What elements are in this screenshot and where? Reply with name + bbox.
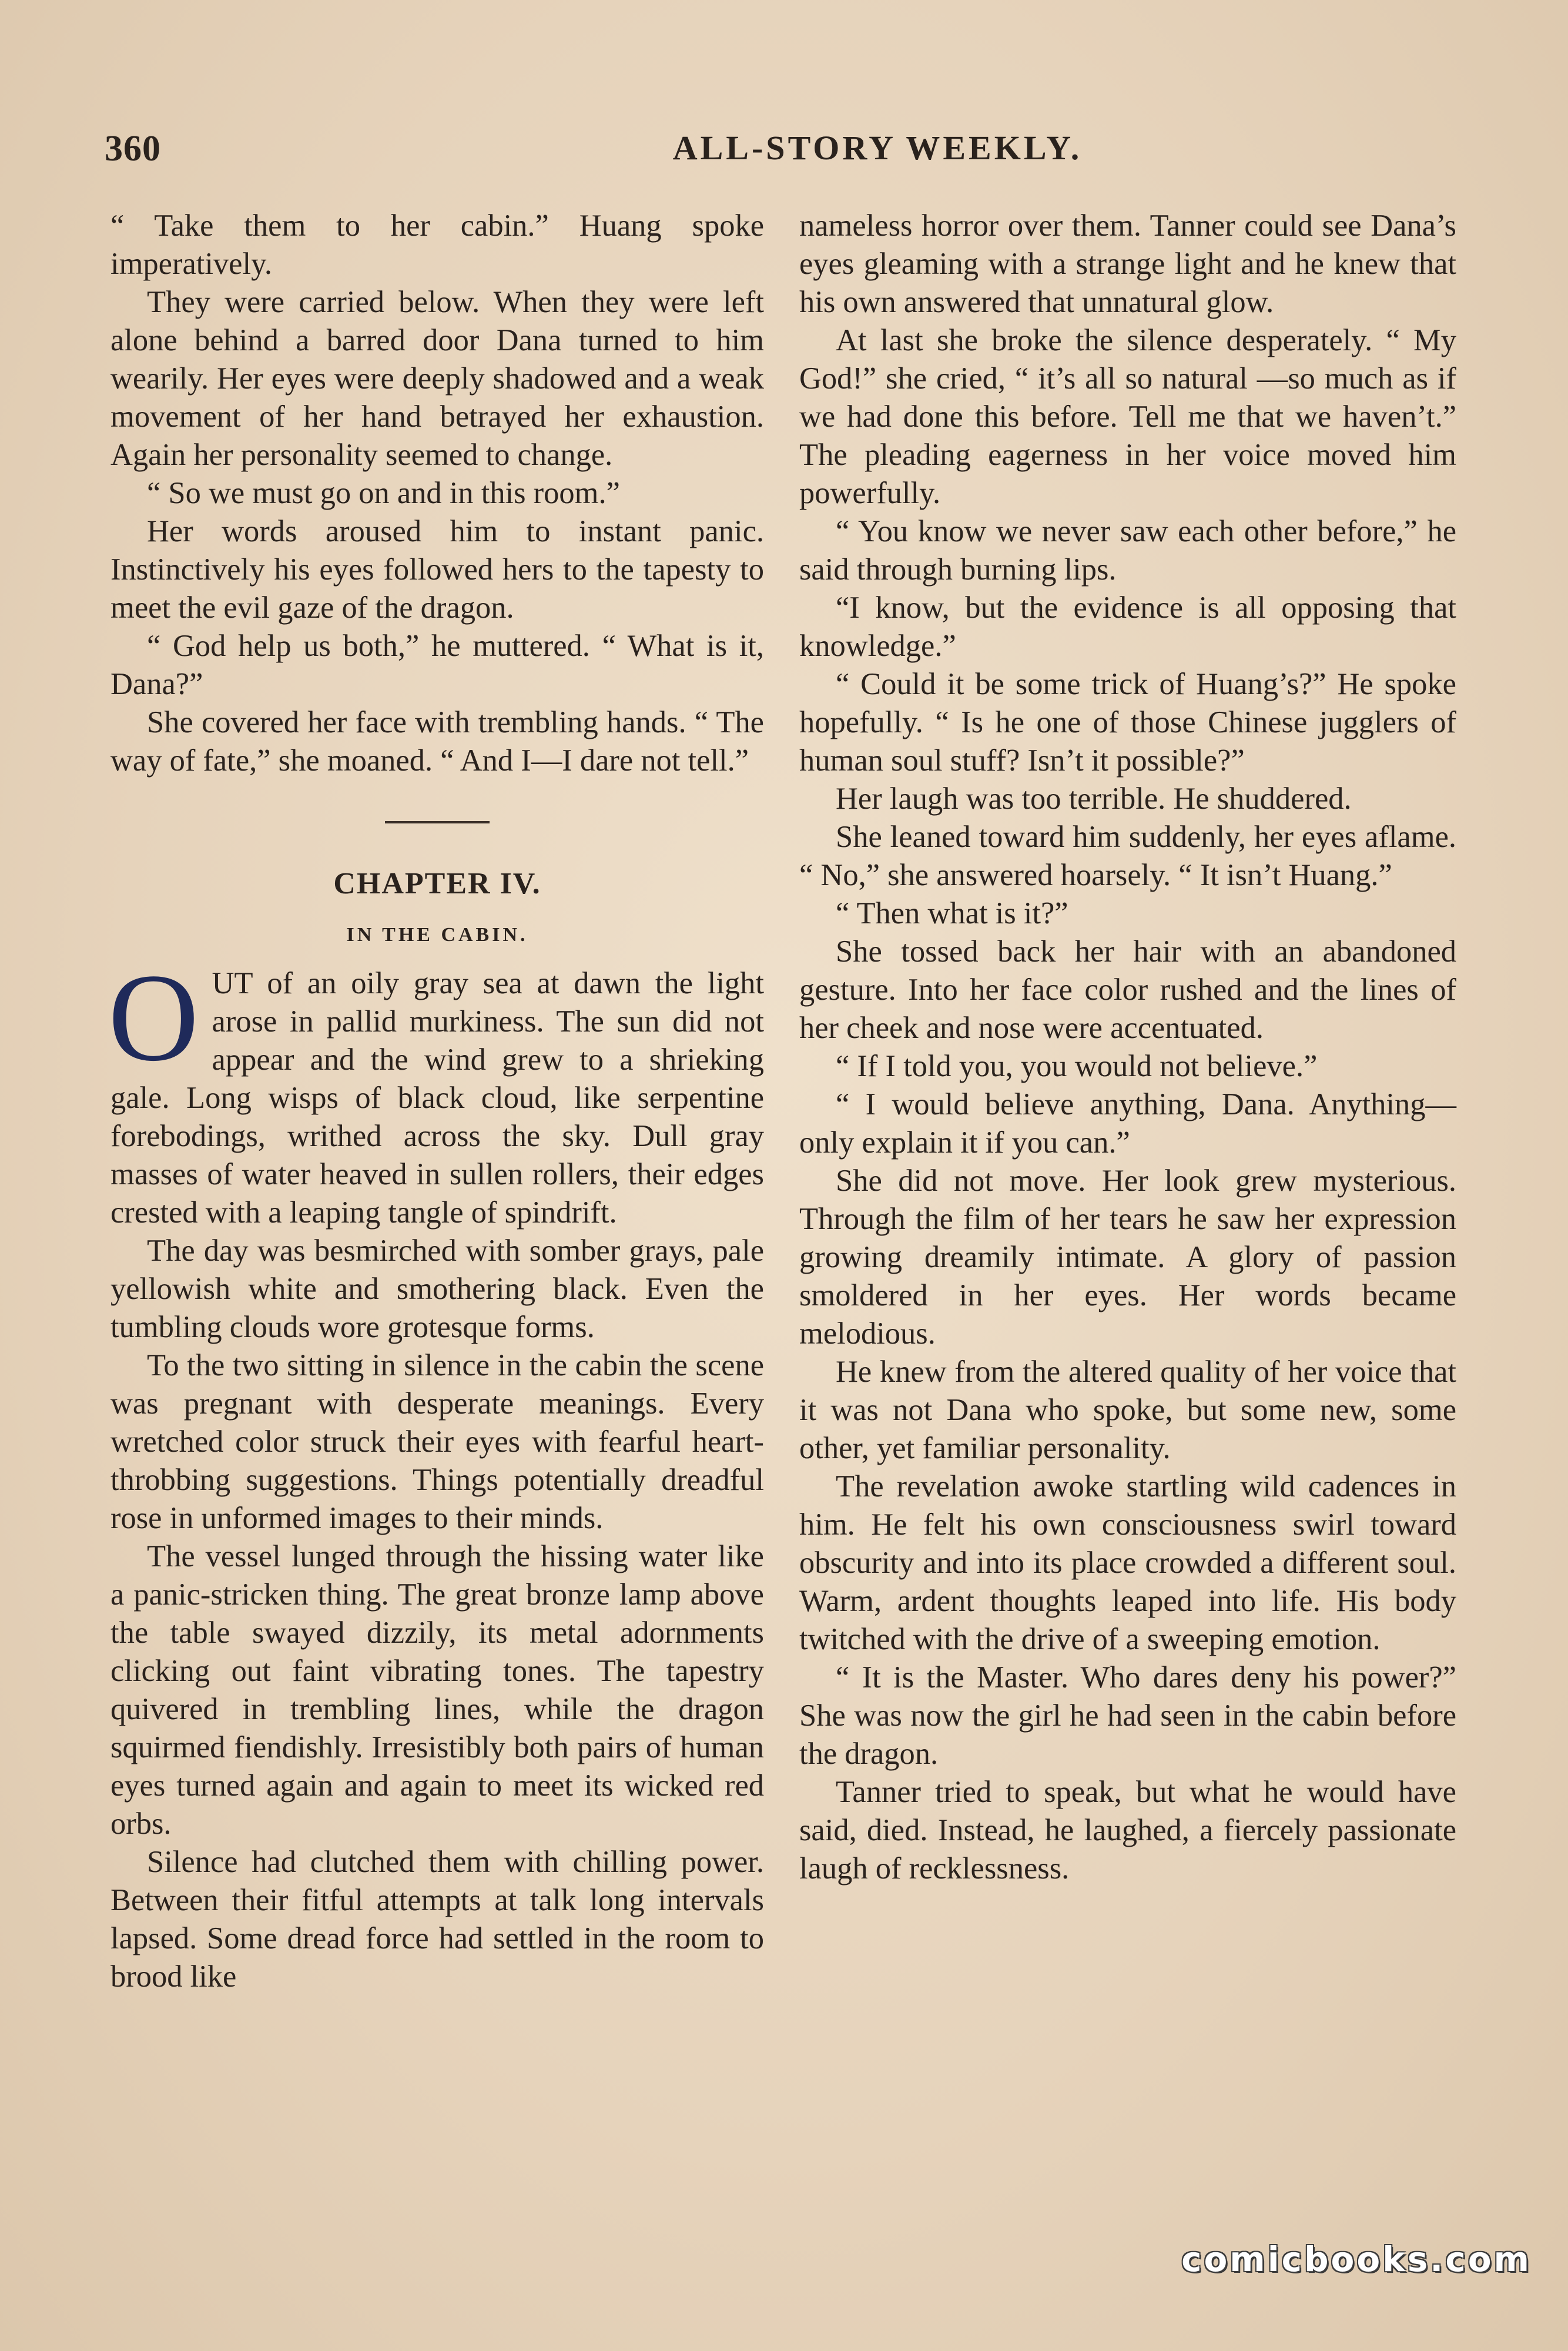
paragraph: “ Could it be some trick of Huang’s?” He spoke hopefully. “ Is he one of those Chinese jugglers of human soul stuff? Isn’t it possible?”	[799, 667, 1456, 778]
paragraph: “ I would believe anything, Dana. Anything—only explain it if you can.”	[799, 1087, 1456, 1160]
watermark: comicbooks.com	[1181, 2239, 1532, 2279]
paragraph: “ So we must go on and in this room.”	[147, 476, 620, 510]
paragraph: “ If I told you, you would not believe.”	[836, 1049, 1318, 1083]
paragraph: He knew from the altered quality of her voice that it was not Dana who spoke, but some new, some other, yet familiar personality.	[799, 1355, 1456, 1465]
continuation-paragraph: nameless horror over them. Tanner could see Dana’s eyes gleaming with a strange light and he knew that his own answered that unnatural glow.	[799, 209, 1456, 319]
chapter-heading: CHAPTER IV.	[333, 867, 541, 900]
page-header	[105, 128, 1456, 181]
chapter-subtitle: IN THE CABIN.	[346, 924, 528, 946]
paragraph: She leaned toward him suddenly, her eyes aflame. “ No,” she answered hoarsely. “ It isn’t Huang.”	[799, 820, 1456, 892]
paragraph: At last she broke the silence desperately. “ My God!” she cried, “ it’s all so natural —so much as if we had done this before. Tell me that we haven’t.” The pleading eagerness in her voice moved him powerfully.	[799, 323, 1456, 510]
paragraph: Her words aroused him to instant panic. Instinctively his eyes followed hers to the tapesty to meet the evil gaze of the dragon.	[110, 514, 764, 625]
drop-cap: O	[108, 948, 199, 1087]
paragraph: She did not move. Her look grew mysterious. Through the film of her tears he saw her expression growing dreamily intimate. A glory of passion smoldered in her eyes. Her words became melodious.	[799, 1164, 1456, 1351]
right-column	[799, 207, 1456, 1888]
chapter-opening-paragraph	[108, 948, 764, 1232]
paragraph: She tossed back her hair with an abandoned gesture. Into her face color rushed and the lines of her cheek and nose were accentuated.	[799, 935, 1456, 1045]
paragraph: The day was besmirched with somber grays, pale yellowish white and smothering black. Even the tumbling clouds wore grotesque forms.	[110, 1234, 764, 1344]
paragraph: Tanner tried to speak, but what he would have said, died. Instead, he laughed, a fiercely passionate laugh of recklessness.	[799, 1775, 1456, 1886]
paragraph: “ Then what is it?”	[836, 896, 1068, 930]
running-head: ALL-STORY WEEKLY.	[672, 129, 1083, 167]
paragraph: “ You know we never saw each other before,” he said through burning lips.	[799, 514, 1456, 587]
paragraph: To the two sitting in silence in the cabin the scene was pregnant with desperate meanings. Every wretched color struck their eyes with fearful heart-throbbing suggestions. Things potentially dreadful rose in unformed images to their minds.	[110, 1348, 764, 1535]
paragraph: She covered her face with trembling hands. “ The way of fate,” she moaned. “ And I—I dare not tell.”	[110, 705, 764, 778]
page-number: 360	[105, 129, 161, 169]
paragraph: The vessel lunged through the hissing water like a panic-stricken thing. The great bronze lamp above the table swayed dizzily, its metal adornments clicking out faint vibrating tones. The tapestry quivered in trembling lines, while the dragon squirmed fiendishly. Irresistibly both pairs of human eyes turned again and again to meet its wicked red orbs.	[110, 1539, 764, 1841]
paragraph: “I know, but the evidence is all opposing that knowledge.”	[799, 591, 1456, 663]
paragraph: “ God help us both,” he muttered. “ What is it, Dana?”	[110, 629, 764, 701]
paragraph: They were carried below. When they were left alone behind a barred door Dana turned to him wearily. Her eyes were deeply shadowed and a weak movement of her hand betrayed her exhaustion. Again her personality seemed to change.	[110, 285, 764, 472]
section-divider	[385, 821, 490, 823]
paragraph: The revelation awoke startling wild cadences in him. He felt his own consciousness swirl toward obscurity and into its place crowded a different soul. Warm, ardent thoughts leaped into life. His body twitched with the drive of a sweeping emotion.	[799, 1469, 1456, 1656]
paragraph: “ It is the Master. Who dares deny his power?” She was now the girl he had seen in the cabin before the dragon.	[799, 1660, 1456, 1771]
paragraph: Silence had clutched them with chilling power. Between their fitful attempts at talk long intervals lapsed. Some dread force had settled in the room to brood like	[110, 1845, 764, 1994]
paragraph: “ Take them to her cabin.” Huang spoke imperatively.	[110, 209, 764, 281]
paragraph: Her laugh was too terrible. He shuddered.	[836, 782, 1352, 816]
opening-text: UT of an oily gray sea at dawn the light arose in pallid murkiness. The sun did not appear and the wind grew to a shrieking gale. Long wisps of black cloud, like serpentine forebodings, writhed across the sky. Dull gray masses of water heaved in sullen rollers, their edges crested with a leaping tangle of spindrift.	[110, 966, 764, 1230]
left-column	[110, 207, 764, 1996]
